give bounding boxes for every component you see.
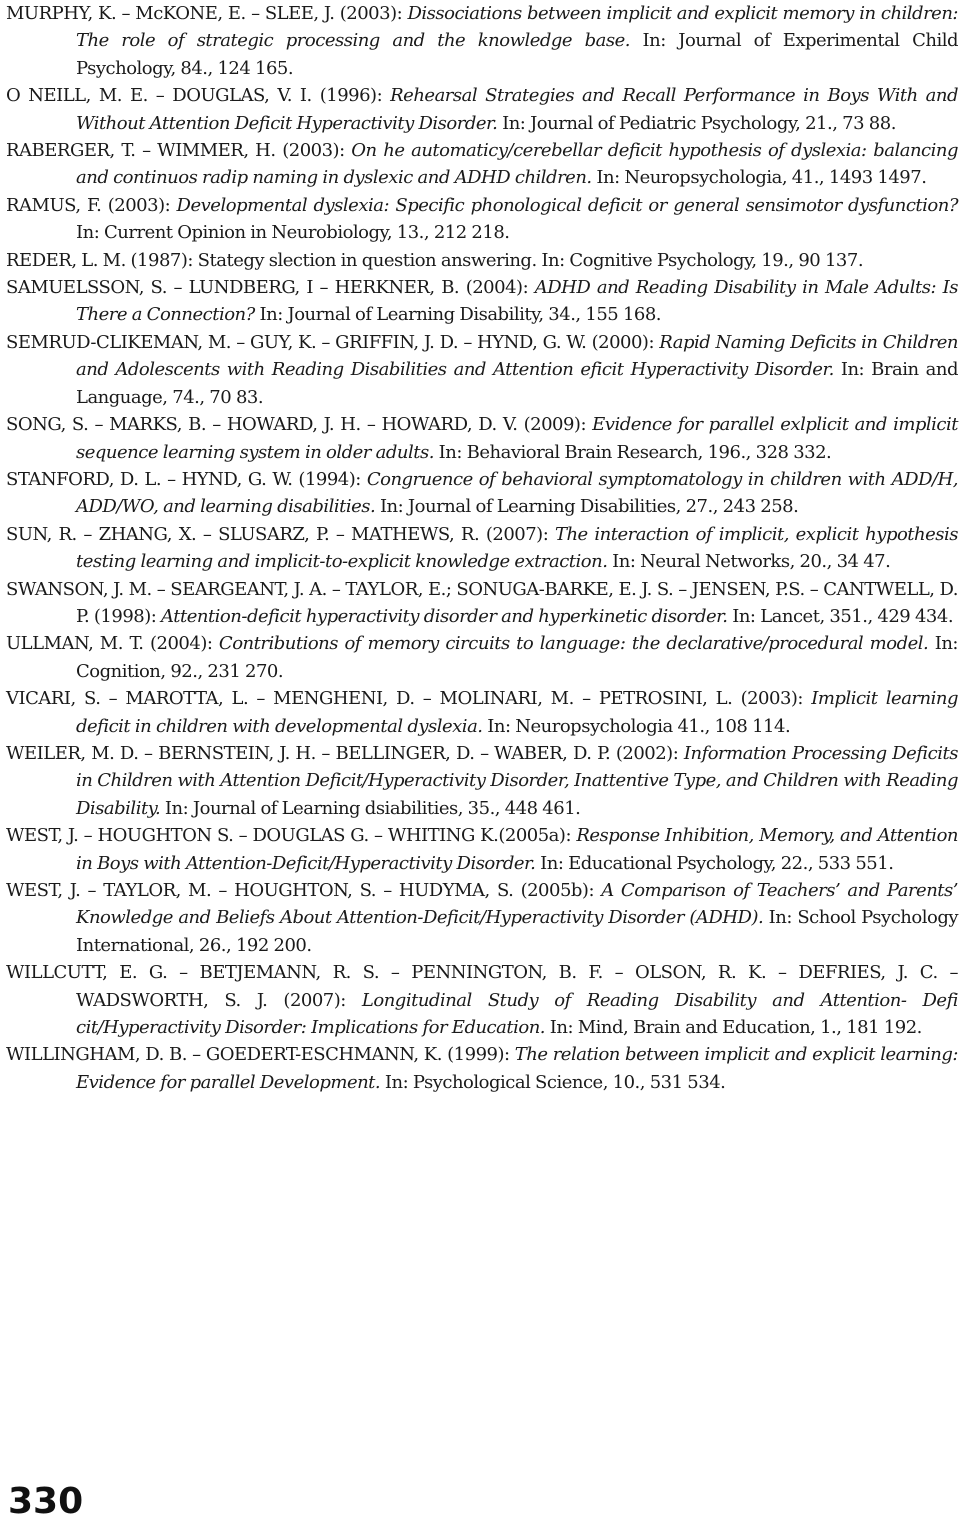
reference-authors: O NEILL, M. E. – DOUGLAS, V. I. (1996): — [6, 85, 391, 107]
reference-entry — [6, 82, 958, 137]
reference-page — [6, 0, 958, 1096]
reference-title: The relation between implicit and explicit learning: Evidence for parallel Development. — [76, 1044, 958, 1093]
reference-source: In: Journal of Learning Disability, 34., 155 168. — [254, 304, 662, 326]
reference-entry — [6, 822, 958, 877]
reference-source: In: Brain and Language, 74., 70 83. — [76, 359, 958, 408]
reference-entry — [6, 740, 958, 822]
reference-authors: SEMRUD-CLIKEMAN, M. – GUY, K. – GRIFFIN, J. D. – HYND, G. W. (2000): — [6, 331, 660, 353]
reference-source: In: Journal of Learning Disabilities, 27., 243 258. — [375, 496, 799, 518]
reference-entry — [6, 521, 958, 576]
reference-entry — [6, 0, 958, 82]
reference-source: In: Behavioral Brain Research, 196., 328 332. — [433, 441, 832, 463]
reference-title: Attention-deficit hyperactivity disorder and hyperkinetic disorder. — [161, 605, 728, 627]
reference-authors: RAMUS, F. (2003): — [6, 194, 177, 216]
reference-source: In: Mind, Brain and Education, 1., 181 192. — [545, 1017, 922, 1039]
reference-authors: WEST, J. – HOUGHTON S. – DOUGLAS G. – WHITING K.(2005a): — [6, 825, 577, 847]
reference-title: Response Inhibition, Memory, and Attention in Boys with Attention-Deficit/Hyperactivity Disorder. — [76, 825, 958, 874]
reference-authors: RABERGER, T. – WIMMER, H. (2003): — [6, 140, 352, 162]
reference-entry — [6, 274, 958, 329]
reference-source: In: Neural Networks, 20., 34 47. — [607, 551, 891, 573]
reference-entry — [6, 192, 958, 247]
reference-title: A Comparison of Teachers’ and Parents’ Knowledge and Beliefs About Attention-Deficit/Hyperactivity Disorder (ADHD). — [76, 880, 958, 929]
reference-entry — [6, 466, 958, 521]
reference-title: Contributions of memory circuits to language: the declarative/procedural model. — [218, 633, 929, 655]
reference-entry — [6, 137, 958, 192]
reference-source: In: Lancet, 351., 429 434. — [727, 605, 954, 627]
reference-authors: REDER, L. M. (1987): Stategy slection in question answering. In: Cognitive Psychology, 19., 90 137. — [6, 249, 864, 271]
reference-source: In: Current Opinion in Neurobiology, 13., 212 218. — [76, 222, 510, 244]
reference-title: Implicit learning deficit in children with developmental dyslexia. — [76, 688, 958, 737]
reference-title: Rehearsal Strategies and Recall Performance in Boys With and Without Attention Deficit Hyperactivity Disorder. — [76, 85, 959, 134]
reference-authors: WILLCUTT, E. G. – BETJEMANN, R. S. – PENNINGTON, B. F. – OLSON, R. K. – DEFRIES, J. C. – WADSWORTH, S. J. (2007): — [6, 962, 958, 1011]
reference-title: Congruence of behavioral symptomatology in children with ADD/H, ADD/WO, and learning disabilities. — [76, 468, 958, 518]
reference-authors: ULLMAN, M. T. (2004): — [6, 633, 219, 655]
reference-entry — [6, 1041, 958, 1096]
reference-title: ADHD and Reading Disability in Male Adults: Is There a Connection? — [76, 277, 958, 326]
reference-authors: SAMUELSSON, S. – LUNDBERG, I – HERKNER, B. (2004): — [6, 277, 535, 299]
reference-source: In: Educational Psychology, 22., 533 551. — [535, 852, 894, 874]
reference-source: In: Journal of Learning dsiabilities, 35., 448 461. — [160, 797, 581, 819]
reference-entry — [6, 685, 958, 740]
reference-authors: WEST, J. – TAYLOR, M. – HOUGHTON, S. – HUDYMA, S. (2005b): — [6, 880, 602, 901]
reference-authors: SONG, S. – MARKS, B. – HOWARD, J. H. – HOWARD, D. V. (2009): — [6, 414, 593, 436]
reference-source: In: Neuropsychologia 41., 108 114. — [482, 715, 791, 737]
reference-title: Information Processing Deficits in Children with Attention Deficit/Hyperactivity Disorder, Inattentive Type, and Children with Reading Disability. — [76, 742, 958, 819]
reference-title: The interaction of implicit, explicit hypothesis testing learning and implicit-to-explicit knowledge extraction. — [76, 523, 959, 573]
reference-entry — [6, 576, 958, 631]
reference-source: In: Journal of Experimental Child Psychology, 84., 124 165. — [76, 30, 958, 79]
reference-title: Dissociations between implicit and explicit memory in children: The role of strategic processing and the knowledge base. — [76, 3, 958, 52]
reference-title: Evidence for parallel exlplicit and implicit sequence learning system in older adults. — [76, 414, 958, 463]
reference-entry — [6, 630, 958, 685]
reference-authors: SWANSON, J. M. – SEARGEANT, J. A. – TAYLOR, E.; SONUGA-BARKE, E. J. S. – JENSEN, P.S. – CANTWELL, D. P. (1998): — [6, 578, 958, 627]
reference-entry — [6, 411, 958, 466]
reference-title: Longitudinal Study of Reading Disability and Attention- Defi cit/Hyperactivity Disorder: Implications for Education. — [76, 989, 958, 1039]
reference-authors: VICARI, S. – MAROTTA, L. – MENGHENI, D. – MOLINARI, M. – PETROSINI, L. (2003): — [6, 688, 812, 710]
reference-authors: WILLINGHAM, D. B. – GOEDERT-ESCHMANN, K. (1999): — [6, 1044, 515, 1066]
reference-authors: MURPHY, K. – McKONE, E. – SLEE, J. (2003): — [6, 3, 408, 24]
reference-source: In: Cognition, 92., 231 270. — [76, 633, 958, 682]
reference-authors: WEILER, M. D. – BERNSTEIN, J. H. – BELLINGER, D. – WABER, D. P. (2002): — [6, 742, 684, 764]
reference-source: In: School Psychology International, 26., 192 200. — [76, 907, 959, 956]
reference-authors: STANFORD, D. L. – HYND, G. W. (1994): — [6, 468, 367, 490]
reference-source: In: Journal of Pediatric Psychology, 21., 73 88. — [497, 112, 896, 134]
reference-entry — [6, 247, 958, 274]
reference-entry — [6, 329, 958, 411]
reference-source: In: Psychological Science, 10., 531 534. — [380, 1071, 726, 1093]
reference-entry — [6, 959, 958, 1041]
reference-title: Rapid Naming Deficits in Children and Adolescents with Reading Disabilities and Attention eficit Hyperactivity Disorder. — [76, 331, 958, 381]
reference-title: Developmental dyslexia: Specific phonological deficit or general sensimotor dysfunction? — [176, 194, 958, 216]
reference-authors: SUN, R. – ZHANG, X. – SLUSARZ, P. – MATHEWS, R. (2007): — [6, 523, 555, 545]
reference-list — [6, 0, 958, 1096]
reference-source: In: Neuropsychologia, 41., 1493 1497. — [591, 167, 927, 189]
reference-entry — [6, 877, 958, 959]
page-number: 330 — [8, 1481, 84, 1522]
reference-title: On he automaticy/cerebellar deficit hypothesis of dyslexia: balancing and continuos radip naming in dyslexic and ADHD children. — [76, 140, 958, 189]
